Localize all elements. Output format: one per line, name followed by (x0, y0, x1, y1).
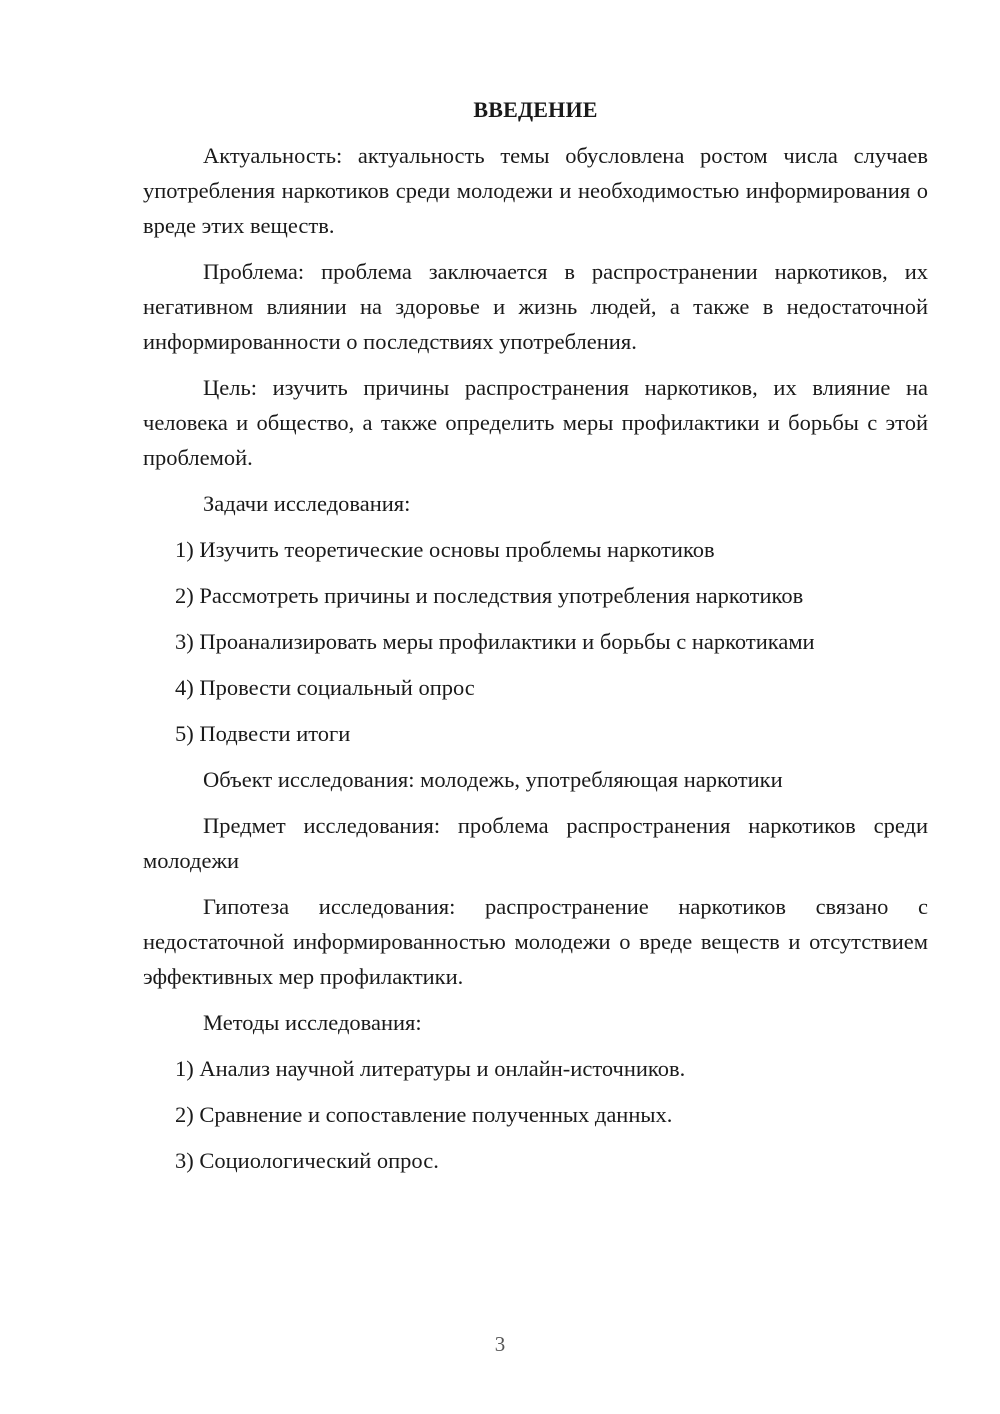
hypothesis-paragraph: Гипотеза исследования: распространение наркотиков связано с недостаточной информированностью молодежи о вреде веществ и отсутствием эффективных мер профилактики. (143, 894, 928, 989)
methods-heading: Методы исследования: (203, 1010, 422, 1035)
list-item: 2) Рассмотреть причины и последствия употребления наркотиков (175, 583, 804, 608)
list-item: 3) Проанализировать меры профилактики и борьбы с наркотиками (175, 629, 815, 654)
tasks-list (143, 532, 928, 751)
subject-paragraph: Предмет исследования: проблема распространения наркотиков среди молодежи (143, 813, 928, 873)
page-number: 3 (494, 1332, 506, 1356)
methods-list (143, 1051, 928, 1178)
list-item: 5) Подвести итоги (175, 721, 351, 746)
document-page (143, 92, 928, 1189)
object-paragraph: Объект исследования: молодежь, употребляющая наркотики (203, 767, 783, 792)
list-item: 3) Социологический опрос. (175, 1148, 439, 1173)
tasks-heading: Задачи исследования: (203, 491, 411, 516)
problem-paragraph: Проблема: проблема заключается в распространении наркотиков, их негативном влиянии на здоровье и жизнь людей, а также в недостаточной информированности о последствиях употребления. (143, 259, 928, 354)
list-item: 4) Провести социальный опрос (175, 675, 475, 700)
relevance-paragraph: Актуальность: актуальность темы обусловлена ростом числа случаев употребления наркотиков среди молодежи и необходимостью информирования о вреде этих веществ. (143, 143, 928, 238)
list-item: 2) Сравнение и сопоставление полученных данных. (175, 1102, 673, 1127)
page-title: ВВЕДЕНИЕ (473, 97, 598, 122)
goal-paragraph: Цель: изучить причины распространения наркотиков, их влияние на человека и общество, а также определить меры профилактики и борьбы с этой проблемой. (143, 375, 928, 470)
list-item: 1) Изучить теоретические основы проблемы наркотиков (175, 537, 715, 562)
list-item: 1) Анализ научной литературы и онлайн-источников. (175, 1056, 686, 1081)
